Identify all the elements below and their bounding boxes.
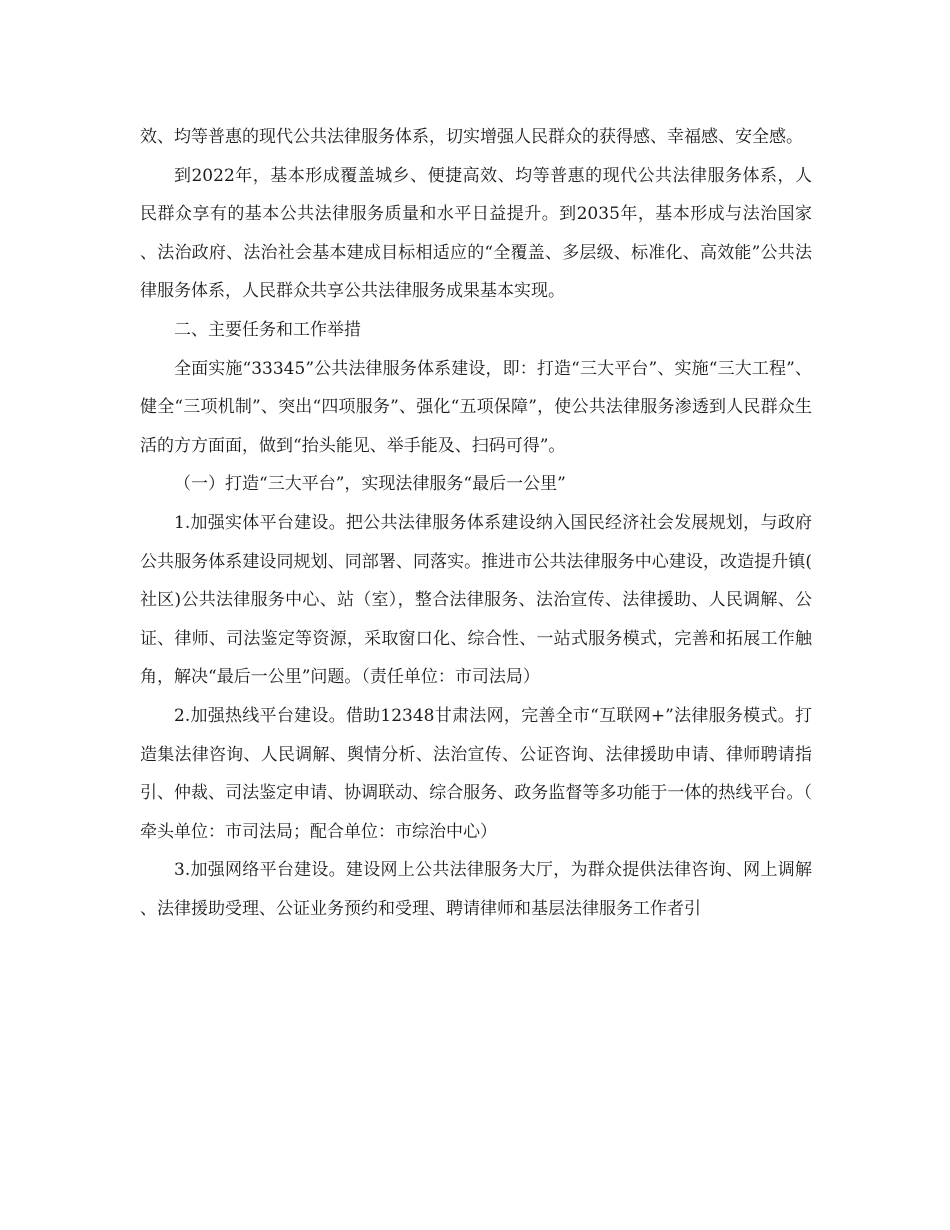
document-body: [140, 118, 812, 928]
paragraph-item-3: 3.加强网络平台建设。建设网上公共法律服务大厅，为群众提供法律咨询、网上调解、法律援助受理、公证业务预约和受理、聘请律师和基层法律服务工作者引: [140, 860, 812, 919]
paragraph-goals: 到2022年，基本形成覆盖城乡、便捷高效、均等普惠的现代公共法律服务体系，人民群众享有的基本公共法律服务质量和水平日益提升。到2035年，基本形成与法治国家、法治政府、法治社会基本建成目标相适应的“全覆盖、多层级、标准化、高效能”公共法律服务体系，人民群众共享公共法律服务成果基本实现。: [140, 165, 812, 302]
paragraph-item-1: 1.加强实体平台建设。把公共法律服务体系建设纳入国民经济社会发展规划，与政府公共服务体系建设同规划、同部署、同落实。推进市公共法律服务中心建设，改造提升镇(社区)公共法律服务中心、站（室），整合法律服务、法治宣传、法律援助、人民调解、公证、律师、司法鉴定等资源，采取窗口化、综合性、一站式服务模式，完善和拓展工作触角，解决“最后一公里”问题。（责任单位：市司法局）: [140, 512, 812, 688]
subsection-heading-three-platforms: （一）打造“三大平台”，实现法律服务“最后一公里”: [174, 474, 566, 495]
paragraph-overview: 全面实施“33345”公共法律服务体系建设，即：打造“三大平台”、实施“三大工程”、健全“三项机制”、突出“四项服务”、强化“五项保障”，使公共法律服务渗透到人民群众生活的方方面面，做到“抬头能见、举手能及、扫码可得”。: [140, 358, 812, 456]
paragraph-item-2: 2.加强热线平台建设。借助12348甘肃法网，完善全市“互联网+”法律服务模式。打造集法律咨询、人民调解、舆情分析、法治宣传、公证咨询、法律援助申请、律师聘请指引、仲裁、司法鉴定申请、协调联动、综合服务、政务监督等多功能于一体的热线平台。（牵头单位：市司法局；配合单位：市综治中心）: [140, 705, 812, 842]
paragraph-continuation: 效、均等普惠的现代公共法律服务体系，切实增强人民群众的获得感、幸福感、安全感。: [140, 127, 803, 147]
section-heading-main-tasks: 二、主要任务和工作举措: [174, 319, 361, 340]
